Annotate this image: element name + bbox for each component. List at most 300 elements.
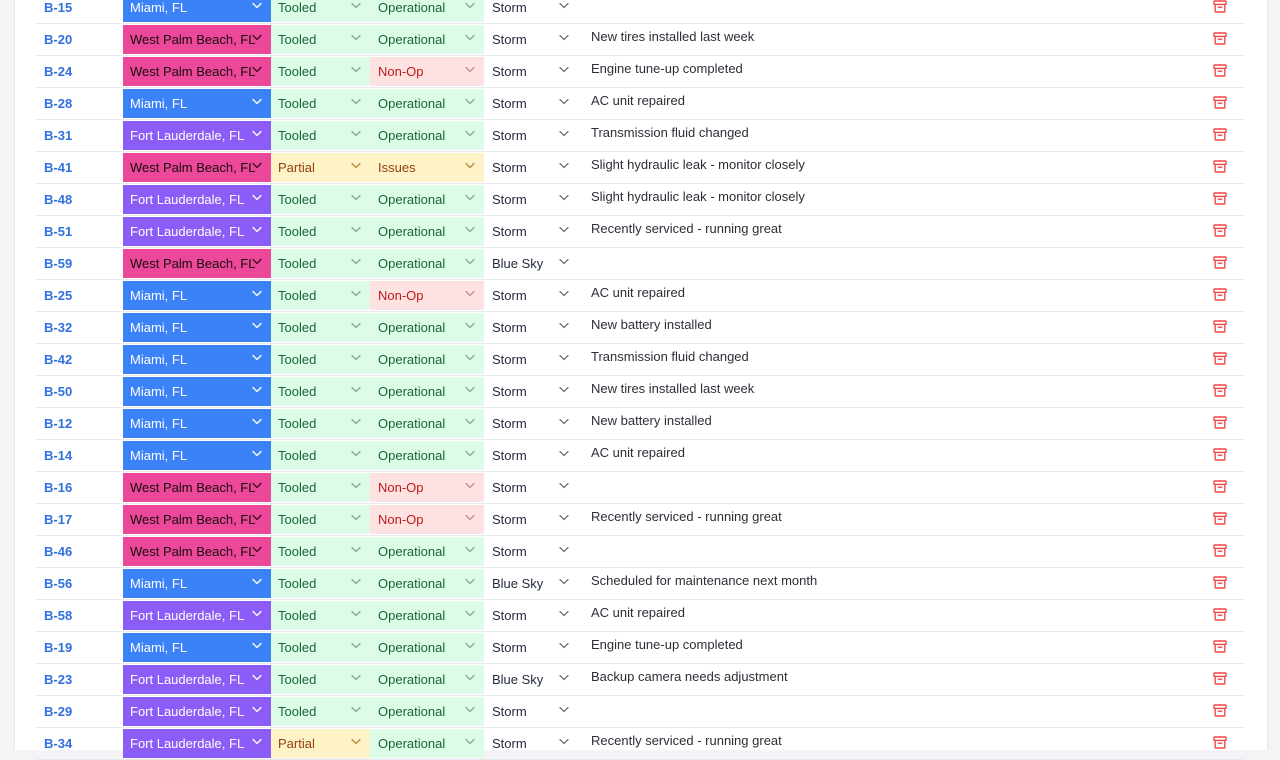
location-select[interactable] [123, 89, 271, 118]
chevron-down-icon [252, 98, 262, 106]
vehicle-id-link[interactable]: B-59 [44, 256, 73, 271]
tooling-value: Tooled [278, 416, 317, 431]
vehicle-id-link[interactable]: B-46 [44, 544, 73, 559]
archive-button[interactable] [1210, 281, 1230, 310]
vehicle-id-link[interactable]: B-41 [44, 160, 73, 175]
tooling-select[interactable] [271, 441, 370, 470]
location-select[interactable] [123, 537, 271, 566]
chevron-down-icon [559, 418, 569, 426]
status-value: Operational [378, 448, 446, 463]
chevron-down-icon [351, 674, 361, 682]
tooling-select[interactable] [271, 665, 370, 694]
status-select[interactable] [370, 57, 484, 86]
status-value: Operational [378, 576, 446, 591]
type-select[interactable] [484, 409, 578, 438]
chevron-down-icon [252, 578, 262, 586]
archive-button[interactable] [1210, 665, 1230, 694]
archive-button[interactable] [1210, 0, 1230, 22]
chevron-down-icon [351, 514, 361, 522]
tooling-value: Tooled [278, 576, 317, 591]
type-select[interactable] [484, 473, 578, 502]
type-select[interactable] [484, 345, 578, 374]
type-select[interactable] [484, 729, 578, 758]
vehicle-id-link[interactable]: B-20 [44, 32, 73, 47]
notes-field[interactable]: AC unit repaired [591, 605, 685, 620]
location-value: Fort Lauderdale, FL [130, 192, 245, 207]
tooling-value: Tooled [278, 672, 317, 687]
type-select[interactable] [484, 153, 578, 182]
tooling-select[interactable] [271, 601, 370, 630]
archive-button[interactable] [1210, 601, 1230, 630]
vehicle-id-link[interactable]: B-29 [44, 704, 73, 719]
archive-button[interactable] [1210, 25, 1230, 54]
type-select[interactable] [484, 569, 578, 598]
status-select[interactable] [370, 217, 484, 246]
status-value: Operational [378, 704, 446, 719]
tooling-select[interactable] [271, 185, 370, 214]
type-value: Storm [492, 736, 527, 751]
type-value: Storm [492, 96, 527, 111]
type-select[interactable] [484, 0, 578, 22]
archive-button[interactable] [1210, 537, 1230, 566]
notes-field[interactable]: Recently serviced - running great [591, 509, 782, 524]
location-select[interactable] [123, 441, 271, 470]
location-select[interactable] [123, 345, 271, 374]
tooling-select[interactable] [271, 57, 370, 86]
archive-button[interactable] [1210, 345, 1230, 374]
chevron-down-icon [559, 674, 569, 682]
location-select[interactable] [123, 25, 271, 54]
location-select[interactable] [123, 313, 271, 342]
table-row [36, 408, 1244, 440]
vehicle-id-link[interactable]: B-32 [44, 320, 73, 335]
archive-icon [1213, 736, 1227, 752]
archive-button[interactable] [1210, 153, 1230, 182]
tooling-select[interactable] [271, 377, 370, 406]
type-select[interactable] [484, 697, 578, 726]
table-row [36, 280, 1244, 312]
tooling-select[interactable] [271, 697, 370, 726]
location-value: Fort Lauderdale, FL [130, 224, 245, 239]
location-select[interactable] [123, 729, 271, 758]
table-row [36, 664, 1244, 696]
tooling-select[interactable] [271, 633, 370, 662]
chevron-down-icon [465, 354, 475, 362]
tooling-value: Tooled [278, 0, 317, 15]
archive-icon [1213, 448, 1227, 464]
vehicle-id-link[interactable]: B-25 [44, 288, 73, 303]
location-value: Fort Lauderdale, FL [130, 704, 245, 719]
location-value: Miami, FL [130, 320, 188, 335]
chevron-down-icon [351, 290, 361, 298]
archive-icon [1213, 160, 1227, 176]
archive-icon [1213, 128, 1227, 144]
vehicle-id-link[interactable]: B-48 [44, 192, 73, 207]
chevron-down-icon [252, 322, 262, 330]
tooling-select[interactable] [271, 249, 370, 278]
status-value: Non-Op [378, 288, 424, 303]
table-row [36, 376, 1244, 408]
location-select[interactable] [123, 601, 271, 630]
type-select[interactable] [484, 249, 578, 278]
location-value: Miami, FL [130, 96, 188, 111]
location-value: Fort Lauderdale, FL [130, 672, 245, 687]
notes-field[interactable]: AC unit repaired [591, 285, 685, 300]
status-select[interactable] [370, 25, 484, 54]
type-select[interactable] [484, 633, 578, 662]
archive-button[interactable] [1210, 505, 1230, 534]
type-select[interactable] [484, 185, 578, 214]
status-select[interactable] [370, 89, 484, 118]
status-value: Operational [378, 224, 446, 239]
tooling-select[interactable] [271, 473, 370, 502]
tooling-value: Tooled [278, 384, 317, 399]
chevron-down-icon [559, 738, 569, 746]
chevron-down-icon [559, 34, 569, 42]
vehicle-id-link[interactable]: B-19 [44, 640, 73, 655]
tooling-select[interactable] [271, 217, 370, 246]
status-select[interactable] [370, 345, 484, 374]
chevron-down-icon [559, 386, 569, 394]
type-select[interactable] [484, 377, 578, 406]
chevron-down-icon [252, 66, 262, 74]
vehicle-id-link[interactable]: B-50 [44, 384, 73, 399]
chevron-down-icon [559, 450, 569, 458]
chevron-down-icon [559, 354, 569, 362]
archive-button[interactable] [1210, 633, 1230, 662]
location-select[interactable] [123, 473, 271, 502]
chevron-down-icon [465, 482, 475, 490]
status-select[interactable] [370, 0, 484, 22]
location-select[interactable] [123, 121, 271, 150]
type-select[interactable] [484, 601, 578, 630]
location-select[interactable] [123, 697, 271, 726]
chevron-down-icon [252, 738, 262, 746]
tooling-value: Tooled [278, 704, 317, 719]
vehicle-id-link[interactable]: B-24 [44, 64, 73, 79]
fleet-table [36, 0, 1244, 760]
chevron-down-icon [252, 162, 262, 170]
type-value: Storm [492, 512, 527, 527]
notes-field[interactable]: Scheduled for maintenance next month [591, 573, 818, 588]
chevron-down-icon [465, 546, 475, 554]
notes-field[interactable] [591, 0, 1191, 22]
notes-field[interactable] [591, 473, 1191, 502]
tooling-select[interactable] [271, 569, 370, 598]
status-value: Operational [378, 320, 446, 335]
vehicle-id-link[interactable]: B-23 [44, 672, 73, 687]
location-select[interactable] [123, 0, 271, 22]
location-select[interactable] [123, 377, 271, 406]
location-select[interactable] [123, 185, 271, 214]
archive-button[interactable] [1210, 729, 1230, 758]
tooling-select[interactable] [271, 505, 370, 534]
archive-button[interactable] [1210, 249, 1230, 278]
status-select[interactable] [370, 697, 484, 726]
table-row [36, 568, 1244, 600]
archive-icon [1213, 512, 1227, 528]
tooling-select[interactable] [271, 0, 370, 22]
status-value: Operational [378, 384, 446, 399]
chevron-down-icon [559, 258, 569, 266]
status-value: Operational [378, 0, 446, 15]
chevron-down-icon [465, 642, 475, 650]
notes-field[interactable]: AC unit repaired [591, 93, 685, 108]
status-select[interactable] [370, 633, 484, 662]
tooling-value: Tooled [278, 352, 317, 367]
status-value: Operational [378, 352, 446, 367]
tooling-select[interactable] [271, 25, 370, 54]
vehicle-id-link[interactable]: B-42 [44, 352, 73, 367]
tooling-value: Tooled [278, 128, 317, 143]
vehicle-id-link[interactable]: B-34 [44, 736, 73, 751]
location-value: West Palm Beach, FL [130, 512, 256, 527]
chevron-down-icon [252, 354, 262, 362]
archive-button[interactable] [1210, 377, 1230, 406]
tooling-value: Tooled [278, 640, 317, 655]
tooling-select[interactable] [271, 153, 370, 182]
location-value: Fort Lauderdale, FL [130, 736, 245, 751]
type-select[interactable] [484, 313, 578, 342]
vehicle-id-link[interactable]: B-15 [44, 0, 73, 15]
status-select[interactable] [370, 313, 484, 342]
archive-icon [1213, 352, 1227, 368]
type-select[interactable] [484, 57, 578, 86]
location-value: West Palm Beach, FL [130, 160, 256, 175]
archive-icon [1213, 672, 1227, 688]
tooling-value: Tooled [278, 608, 317, 623]
chevron-down-icon [465, 290, 475, 298]
notes-field[interactable]: New tires installed last week [591, 381, 755, 396]
notes-field[interactable]: Transmission fluid changed [591, 125, 749, 140]
type-value: Storm [492, 160, 527, 175]
location-select[interactable] [123, 569, 271, 598]
notes-field[interactable] [591, 249, 1191, 278]
vehicle-id-link[interactable]: B-58 [44, 608, 73, 623]
vehicle-id-link[interactable]: B-16 [44, 480, 73, 495]
type-select[interactable] [484, 537, 578, 566]
tooling-select[interactable] [271, 409, 370, 438]
archive-icon [1213, 224, 1227, 240]
chevron-down-icon [351, 194, 361, 202]
location-value: West Palm Beach, FL [130, 544, 256, 559]
vehicle-id-link[interactable]: B-12 [44, 416, 73, 431]
tooling-value: Partial [278, 736, 315, 751]
type-select[interactable] [484, 441, 578, 470]
notes-field[interactable]: Transmission fluid changed [591, 349, 749, 364]
table-row [36, 344, 1244, 376]
status-select[interactable] [370, 537, 484, 566]
chevron-down-icon [252, 194, 262, 202]
vehicle-id-link[interactable]: B-28 [44, 96, 73, 111]
chevron-down-icon [465, 578, 475, 586]
type-select[interactable] [484, 505, 578, 534]
chevron-down-icon [351, 610, 361, 618]
type-value: Storm [492, 544, 527, 559]
location-select[interactable] [123, 57, 271, 86]
status-value: Operational [378, 128, 446, 143]
archive-button[interactable] [1210, 473, 1230, 502]
chevron-down-icon [351, 450, 361, 458]
table-row [36, 152, 1244, 184]
location-select[interactable] [123, 217, 271, 246]
chevron-down-icon [559, 130, 569, 138]
status-select[interactable] [370, 729, 484, 758]
status-value: Issues [378, 160, 416, 175]
notes-field[interactable]: Recently serviced - running great [591, 733, 782, 748]
archive-button[interactable] [1210, 57, 1230, 86]
chevron-down-icon [252, 674, 262, 682]
status-select[interactable] [370, 377, 484, 406]
status-value: Operational [378, 192, 446, 207]
tooling-select[interactable] [271, 537, 370, 566]
status-select[interactable] [370, 441, 484, 470]
chevron-down-icon [351, 2, 361, 10]
notes-field[interactable]: Slight hydraulic leak - monitor closely [591, 157, 805, 172]
archive-button[interactable] [1210, 121, 1230, 150]
notes-field[interactable]: Backup camera needs adjustment [591, 669, 788, 684]
status-select[interactable] [370, 153, 484, 182]
type-select[interactable] [484, 121, 578, 150]
chevron-down-icon [351, 706, 361, 714]
vehicle-id-link[interactable]: B-17 [44, 512, 73, 527]
tooling-select[interactable] [271, 121, 370, 150]
chevron-down-icon [559, 98, 569, 106]
chevron-down-icon [252, 450, 262, 458]
status-value: Operational [378, 640, 446, 655]
notes-field[interactable]: New battery installed [591, 317, 712, 332]
chevron-down-icon [252, 482, 262, 490]
location-select[interactable] [123, 505, 271, 534]
location-select[interactable] [123, 665, 271, 694]
status-select[interactable] [370, 665, 484, 694]
chevron-down-icon [559, 514, 569, 522]
location-select[interactable] [123, 409, 271, 438]
chevron-down-icon [465, 226, 475, 234]
archive-icon [1213, 416, 1227, 432]
type-select[interactable] [484, 281, 578, 310]
location-select[interactable] [123, 281, 271, 310]
status-select[interactable] [370, 281, 484, 310]
vehicle-id-link[interactable]: B-14 [44, 448, 73, 463]
chevron-down-icon [465, 418, 475, 426]
chevron-down-icon [465, 450, 475, 458]
archive-button[interactable] [1210, 217, 1230, 246]
tooling-value: Tooled [278, 480, 317, 495]
location-value: West Palm Beach, FL [130, 256, 256, 271]
location-select[interactable] [123, 633, 271, 662]
notes-field[interactable]: Slight hydraulic leak - monitor closely [591, 189, 805, 204]
tooling-select[interactable] [271, 729, 370, 758]
notes-field[interactable]: Engine tune-up completed [591, 61, 743, 76]
chevron-down-icon [465, 706, 475, 714]
status-select[interactable] [370, 409, 484, 438]
notes-field[interactable]: New tires installed last week [591, 29, 755, 44]
location-select[interactable] [123, 249, 271, 278]
archive-button[interactable] [1210, 313, 1230, 342]
tooling-value: Tooled [278, 320, 317, 335]
type-select[interactable] [484, 25, 578, 54]
chevron-down-icon [465, 674, 475, 682]
archive-button[interactable] [1210, 185, 1230, 214]
notes-field[interactable]: Recently serviced - running great [591, 221, 782, 236]
table-row [36, 632, 1244, 664]
type-value: Storm [492, 416, 527, 431]
chevron-down-icon [351, 546, 361, 554]
type-value: Storm [492, 32, 527, 47]
notes-field[interactable]: Engine tune-up completed [591, 637, 743, 652]
tooling-select[interactable] [271, 281, 370, 310]
location-select[interactable] [123, 153, 271, 182]
archive-button[interactable] [1210, 569, 1230, 598]
type-value: Storm [492, 288, 527, 303]
chevron-down-icon [351, 642, 361, 650]
archive-icon [1213, 256, 1227, 272]
table-row [36, 56, 1244, 88]
chevron-down-icon [351, 418, 361, 426]
vehicle-id-link[interactable]: B-56 [44, 576, 73, 591]
location-value: Miami, FL [130, 384, 188, 399]
status-select[interactable] [370, 249, 484, 278]
status-select[interactable] [370, 601, 484, 630]
archive-button[interactable] [1210, 89, 1230, 118]
chevron-down-icon [559, 482, 569, 490]
chevron-down-icon [559, 642, 569, 650]
tooling-select[interactable] [271, 313, 370, 342]
type-value: Storm [492, 448, 527, 463]
location-value: West Palm Beach, FL [130, 480, 256, 495]
chevron-down-icon [252, 2, 262, 10]
status-select[interactable] [370, 505, 484, 534]
chevron-down-icon [465, 34, 475, 42]
tooling-value: Tooled [278, 544, 317, 559]
archive-button[interactable] [1210, 409, 1230, 438]
archive-button[interactable] [1210, 441, 1230, 470]
tooling-select[interactable] [271, 89, 370, 118]
archive-icon [1213, 320, 1227, 336]
vehicle-id-link[interactable]: B-51 [44, 224, 73, 239]
archive-button[interactable] [1210, 697, 1230, 726]
tooling-value: Tooled [278, 288, 317, 303]
status-select[interactable] [370, 473, 484, 502]
chevron-down-icon [351, 354, 361, 362]
type-select[interactable] [484, 89, 578, 118]
tooling-select[interactable] [271, 345, 370, 374]
chevron-down-icon [252, 706, 262, 714]
notes-field[interactable] [591, 537, 1191, 566]
status-select[interactable] [370, 569, 484, 598]
chevron-down-icon [559, 162, 569, 170]
table-row [36, 696, 1244, 728]
location-value: Fort Lauderdale, FL [130, 608, 245, 623]
notes-field[interactable]: AC unit repaired [591, 445, 685, 460]
type-select[interactable] [484, 217, 578, 246]
type-select[interactable] [484, 665, 578, 694]
notes-field[interactable] [591, 697, 1191, 726]
status-select[interactable] [370, 185, 484, 214]
table-row [36, 440, 1244, 472]
notes-field[interactable]: New battery installed [591, 413, 712, 428]
chevron-down-icon [351, 578, 361, 586]
chevron-down-icon [465, 514, 475, 522]
archive-icon [1213, 32, 1227, 48]
status-select[interactable] [370, 121, 484, 150]
location-value: Miami, FL [130, 640, 188, 655]
chevron-down-icon [351, 386, 361, 394]
chevron-down-icon [351, 34, 361, 42]
vehicle-id-link[interactable]: B-31 [44, 128, 73, 143]
type-value: Storm [492, 224, 527, 239]
